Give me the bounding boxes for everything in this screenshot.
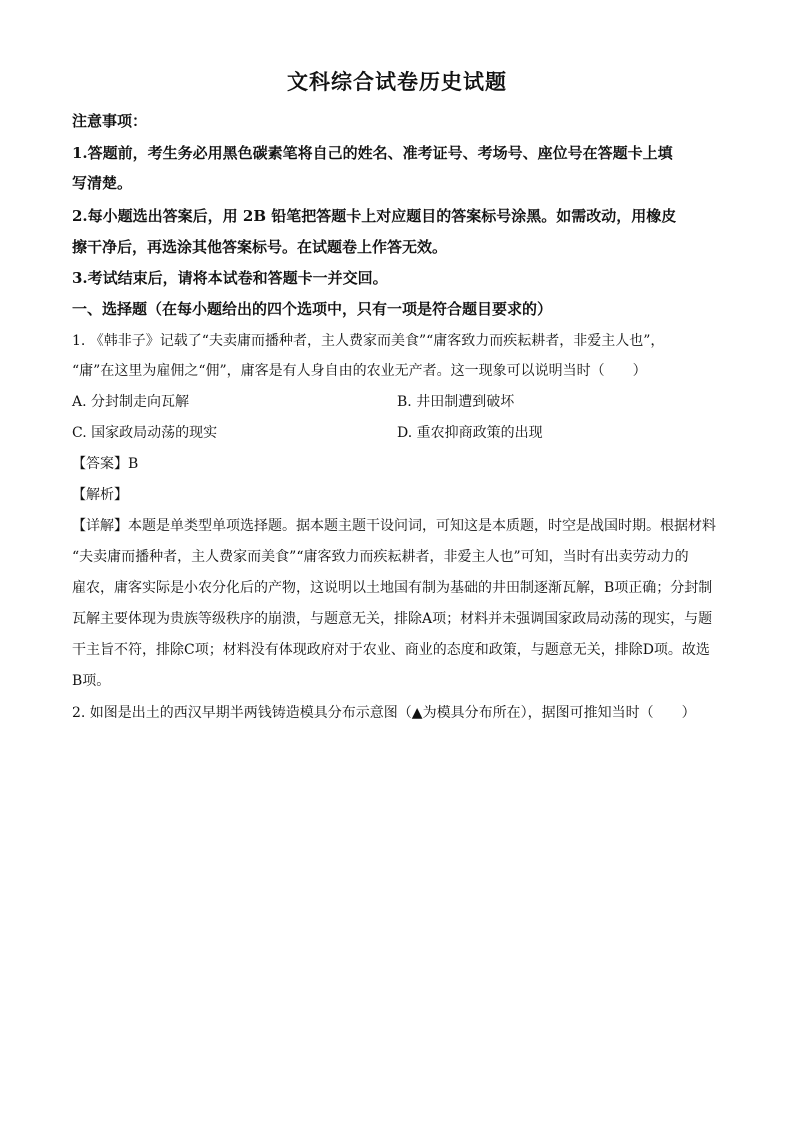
notice-item-2-line-2: 擦干净后，再选涂其他答案标号。在试题卷上作答无效。 <box>72 238 448 256</box>
notice-item-1-line-2: 写清楚。 <box>72 174 133 192</box>
question-1-option-d: D. 重农抑商政策的出现 <box>397 425 543 441</box>
question-1-stem-line-1: 1. 《韩非子》记载了“夫卖庸而播种者，主人费家而美食”“庸客致力而疾耘耕者，非爱主人也”， <box>72 333 665 349</box>
question-1-analysis-label: 【解析】 <box>72 487 128 503</box>
page-title: 文科综合试卷历史试题 <box>287 69 507 94</box>
question-1-detail-line-4: 瓦解主要体现为贵族等级秩序的崩溃，与题意无关，排除A项；材料并未强调国家政局动荡的现实，与题 <box>72 611 713 627</box>
question-1-option-a: A. 分封制走向瓦解 <box>72 394 190 410</box>
notice-heading: 注意事项： <box>72 112 148 130</box>
question-1-detail-line-1: 【详解】本题是单类型单项选择题。据本题主题干设问词，可知这是本质题，时空是战国时期。根据材料 <box>72 518 716 534</box>
question-1-option-b: B. 井田制遭到破坏 <box>397 394 515 410</box>
question-1-detail-line-5: 干主旨不符，排除C项；材料没有体现政府对于农业、商业的态度和政策，与题意无关，排除D项。故选 <box>72 642 710 658</box>
notice-item-2-line-1: 2.每小题选出答案后，用 2B 铅笔把答题卡上对应题目的答案标号涂黑。如需改动，用橡皮 <box>72 207 677 225</box>
question-1-detail-line-2: “夫卖庸而播种者，主人费家而美食”“庸客致力而疾耘耕者，非爱主人也”可知，当时有出卖劳动力的 <box>72 549 689 565</box>
question-1-detail-line-3: 雇农，庸客实际是小农分化后的产物，这说明以土地国有制为基础的井田制逐渐瓦解，B项正确；分封制 <box>72 580 713 596</box>
section-1-heading: 一、选择题（在每小题给出的四个选项中，只有一项是符合题目要求的） <box>72 300 553 318</box>
notice-item-1-line-1: 1.答题前，考生务必用黑色碳素笔将自己的姓名、准考证号、考场号、座位号在答题卡上填 <box>72 144 673 162</box>
question-2-stem-line-1: 2. 如图是出土的西汉早期半两钱铸造模具分布示意图（▲为模具分布所在），据图可推知当时（ ） <box>72 705 696 721</box>
question-1-option-c: C. 国家政局动荡的现实 <box>72 425 218 441</box>
question-1-stem-line-2: “庸”在这里为雇佣之“佣”，庸客是有人身自由的农业无产者。这一现象可以说明当时（ ） <box>72 363 647 379</box>
notice-item-3: 3.考试结束后，请将本试卷和答题卡一并交回。 <box>72 269 388 287</box>
question-1-detail-line-6: B项。 <box>72 673 111 689</box>
question-1-answer: 【答案】B <box>72 456 139 472</box>
